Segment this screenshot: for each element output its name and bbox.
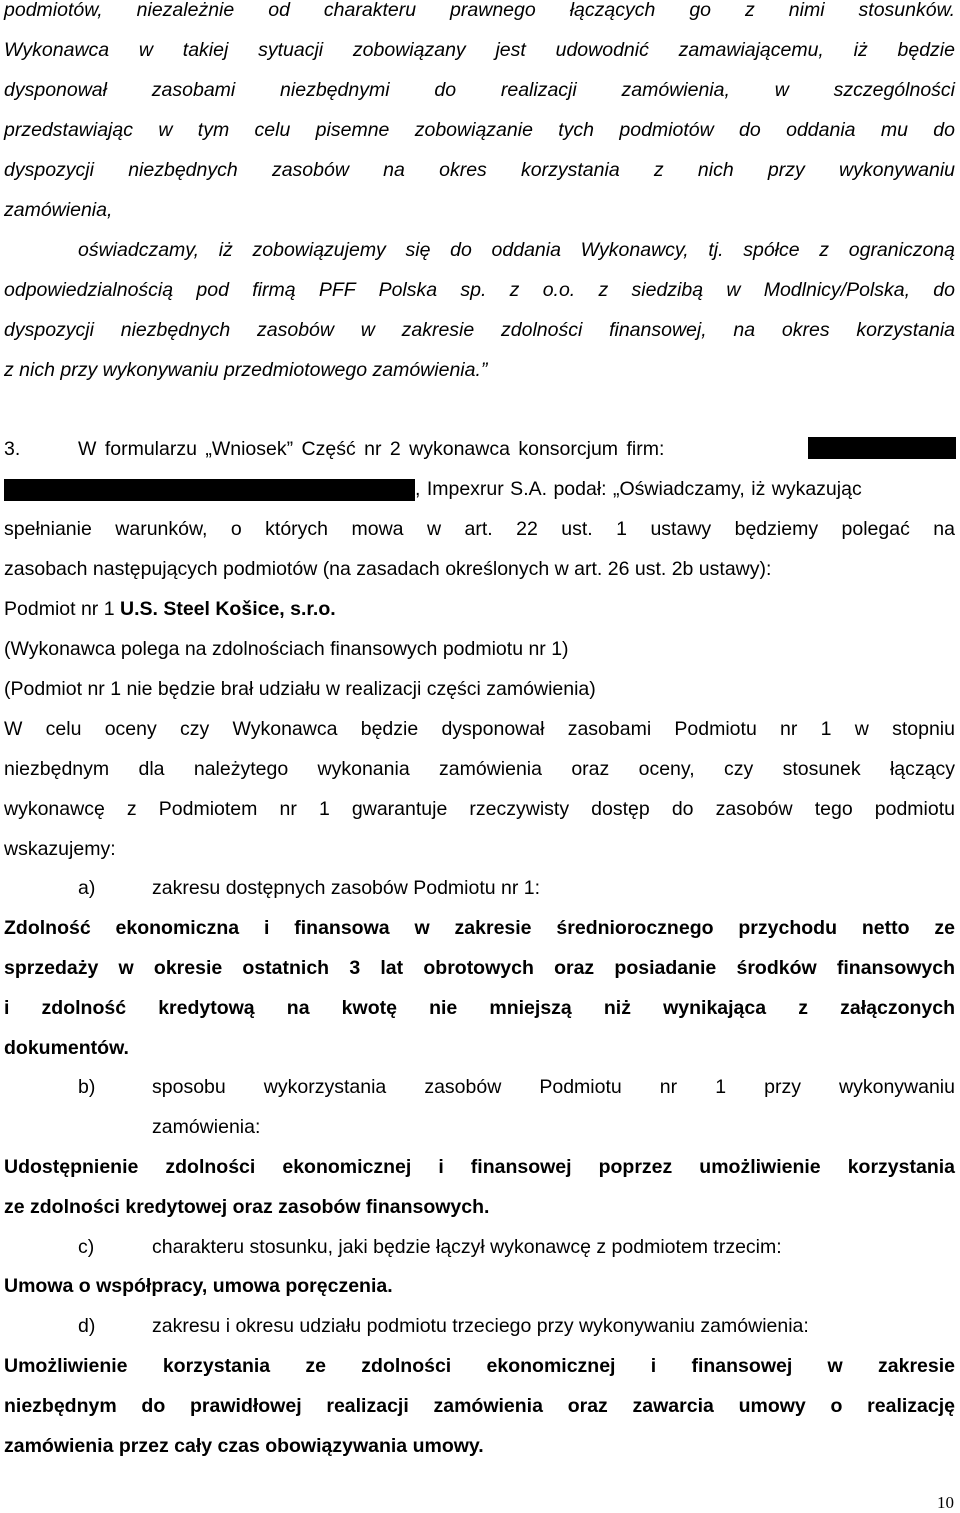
paragraph-line: z nich przy wykonywaniu przedmiotowego zamówienia.”	[4, 359, 488, 381]
paragraph-line: zamówienia,	[4, 199, 113, 221]
item-text: zamówienia:	[152, 1116, 261, 1138]
item-a-answer: i zdolność kredytową na kwotę nie mniejszą niż wynikająca z załączonych	[4, 997, 955, 1019]
paragraph-line: Wykonawca w takiej sytuacji zobowiązany jest udowodnić zamawiającemu, iż będzie	[4, 39, 955, 61]
section-3-line-4: zasobach następujących podmiotów (na zasadach określonych w art. 26 ust. 2b ustawy):	[4, 558, 772, 580]
section-number: 3.	[4, 438, 21, 460]
section-3-line-7: (Podmiot nr 1 nie będzie brał udziału w realizacji części zamówienia)	[4, 678, 596, 700]
section-3-line-9: niezbędnym dla należytego wykonania zamówienia oraz oceny, czy stosunek łączący	[4, 758, 955, 780]
item-label: d)	[78, 1315, 96, 1337]
section-3-line-8: W celu oceny czy Wykonawca będzie dysponował zasobami Podmiotu nr 1 w stopniu	[4, 718, 955, 740]
item-text: charakteru stosunku, jaki będzie łączył wykonawcę z podmiotem trzecim:	[152, 1236, 782, 1258]
paragraph-line: dysponował zasobami niezbędnymi do realizacji zamówienia, w szczególności	[4, 79, 955, 101]
item-d-answer: zamówienia przez cały czas obowiązywania umowy.	[4, 1435, 484, 1457]
item-b-answer: Udostępnienie zdolności ekonomicznej i finansowej poprzez umożliwienie korzystania	[4, 1156, 955, 1178]
item-d-answer: niezbędnym do prawidłowej realizacji zamówienia oraz zawarcia umowy o realizację	[4, 1395, 955, 1417]
paragraph-line: dyspozycji niezbędnych zasobów w zakresie zdolności finansowej, na okres korzystania	[4, 319, 955, 341]
item-d-answer: Umożliwienie korzystania ze zdolności ekonomicznej i finansowej w zakresie	[4, 1355, 955, 1377]
item-a-answer: sprzedaży w okresie ostatnich 3 lat obrotowych oraz posiadanie środków finansowych	[4, 957, 955, 979]
paragraph-line: oświadczamy, iż zobowiązujemy się do oddania Wykonawcy, tj. spółce z ograniczoną	[78, 239, 955, 261]
entity-name: U.S. Steel Košice, s.r.o.	[119, 598, 336, 620]
item-c-answer: Umowa o współpracy, umowa poręczenia.	[4, 1275, 393, 1297]
page-number: 10	[937, 1493, 954, 1512]
section-3-line-6: (Wykonawca polega na zdolnościach finansowych podmiotu nr 1)	[4, 638, 569, 660]
section-3-line-2: , Impexrur S.A. podał: „Oświadczamy, iż wykazując	[4, 477, 955, 501]
item-text: sposobu wykorzystania zasobów Podmiotu nr 1 przy wykonywaniu	[152, 1076, 955, 1098]
paragraph-line: podmiotów, niezależnie od charakteru prawnego łączących go z nimi stosunków.	[4, 0, 955, 21]
section-3-line-5: Podmiot nr 1 U.S. Steel Košice, s.r.o.	[4, 598, 336, 620]
item-label: a)	[78, 877, 96, 899]
item-text: zakresu dostępnych zasobów Podmiotu nr 1:	[152, 877, 541, 899]
paragraph-line: dyspozycji niezbędnych zasobów na okres korzystania z nich przy wykonywaniu	[4, 159, 955, 181]
item-label: b)	[78, 1076, 96, 1098]
item-a-answer: dokumentów.	[4, 1037, 129, 1059]
item-text: zakresu i okresu udziału podmiotu trzeciego przy wykonywaniu zamówienia:	[152, 1315, 809, 1337]
section-3-line-3: spełnianie warunków, o których mowa w art. 22 ust. 1 ustawy będziemy polegać na	[4, 518, 955, 540]
section-3-line-11: wskazujemy:	[4, 838, 116, 860]
paragraph-line: przedstawiając w tym celu pisemne zobowiązanie tych podmiotów do oddania mu do	[4, 119, 955, 141]
item-b-answer: ze zdolności kredytowej oraz zasobów finansowych.	[4, 1196, 490, 1218]
paragraph-line: odpowiedzialnością pod firmą PFF Polska sp. z o.o. z siedzibą w Modlnicy/Polska, do	[4, 279, 955, 301]
item-a-answer: Zdolność ekonomiczna i finansowa w zakresie średniorocznego przychodu netto ze	[4, 917, 955, 939]
redaction-bar	[808, 437, 956, 459]
section-3-line-10: wykonawcę z Podmiotem nr 1 gwarantuje rzeczywisty dostęp do zasobów tego podmiotu	[4, 798, 955, 820]
section-3-line-1: W formularzu „Wniosek” Część nr 2 wykonawca konsorcjum firm:	[78, 438, 665, 460]
redaction-bar	[4, 479, 415, 501]
item-label: c)	[78, 1236, 95, 1258]
